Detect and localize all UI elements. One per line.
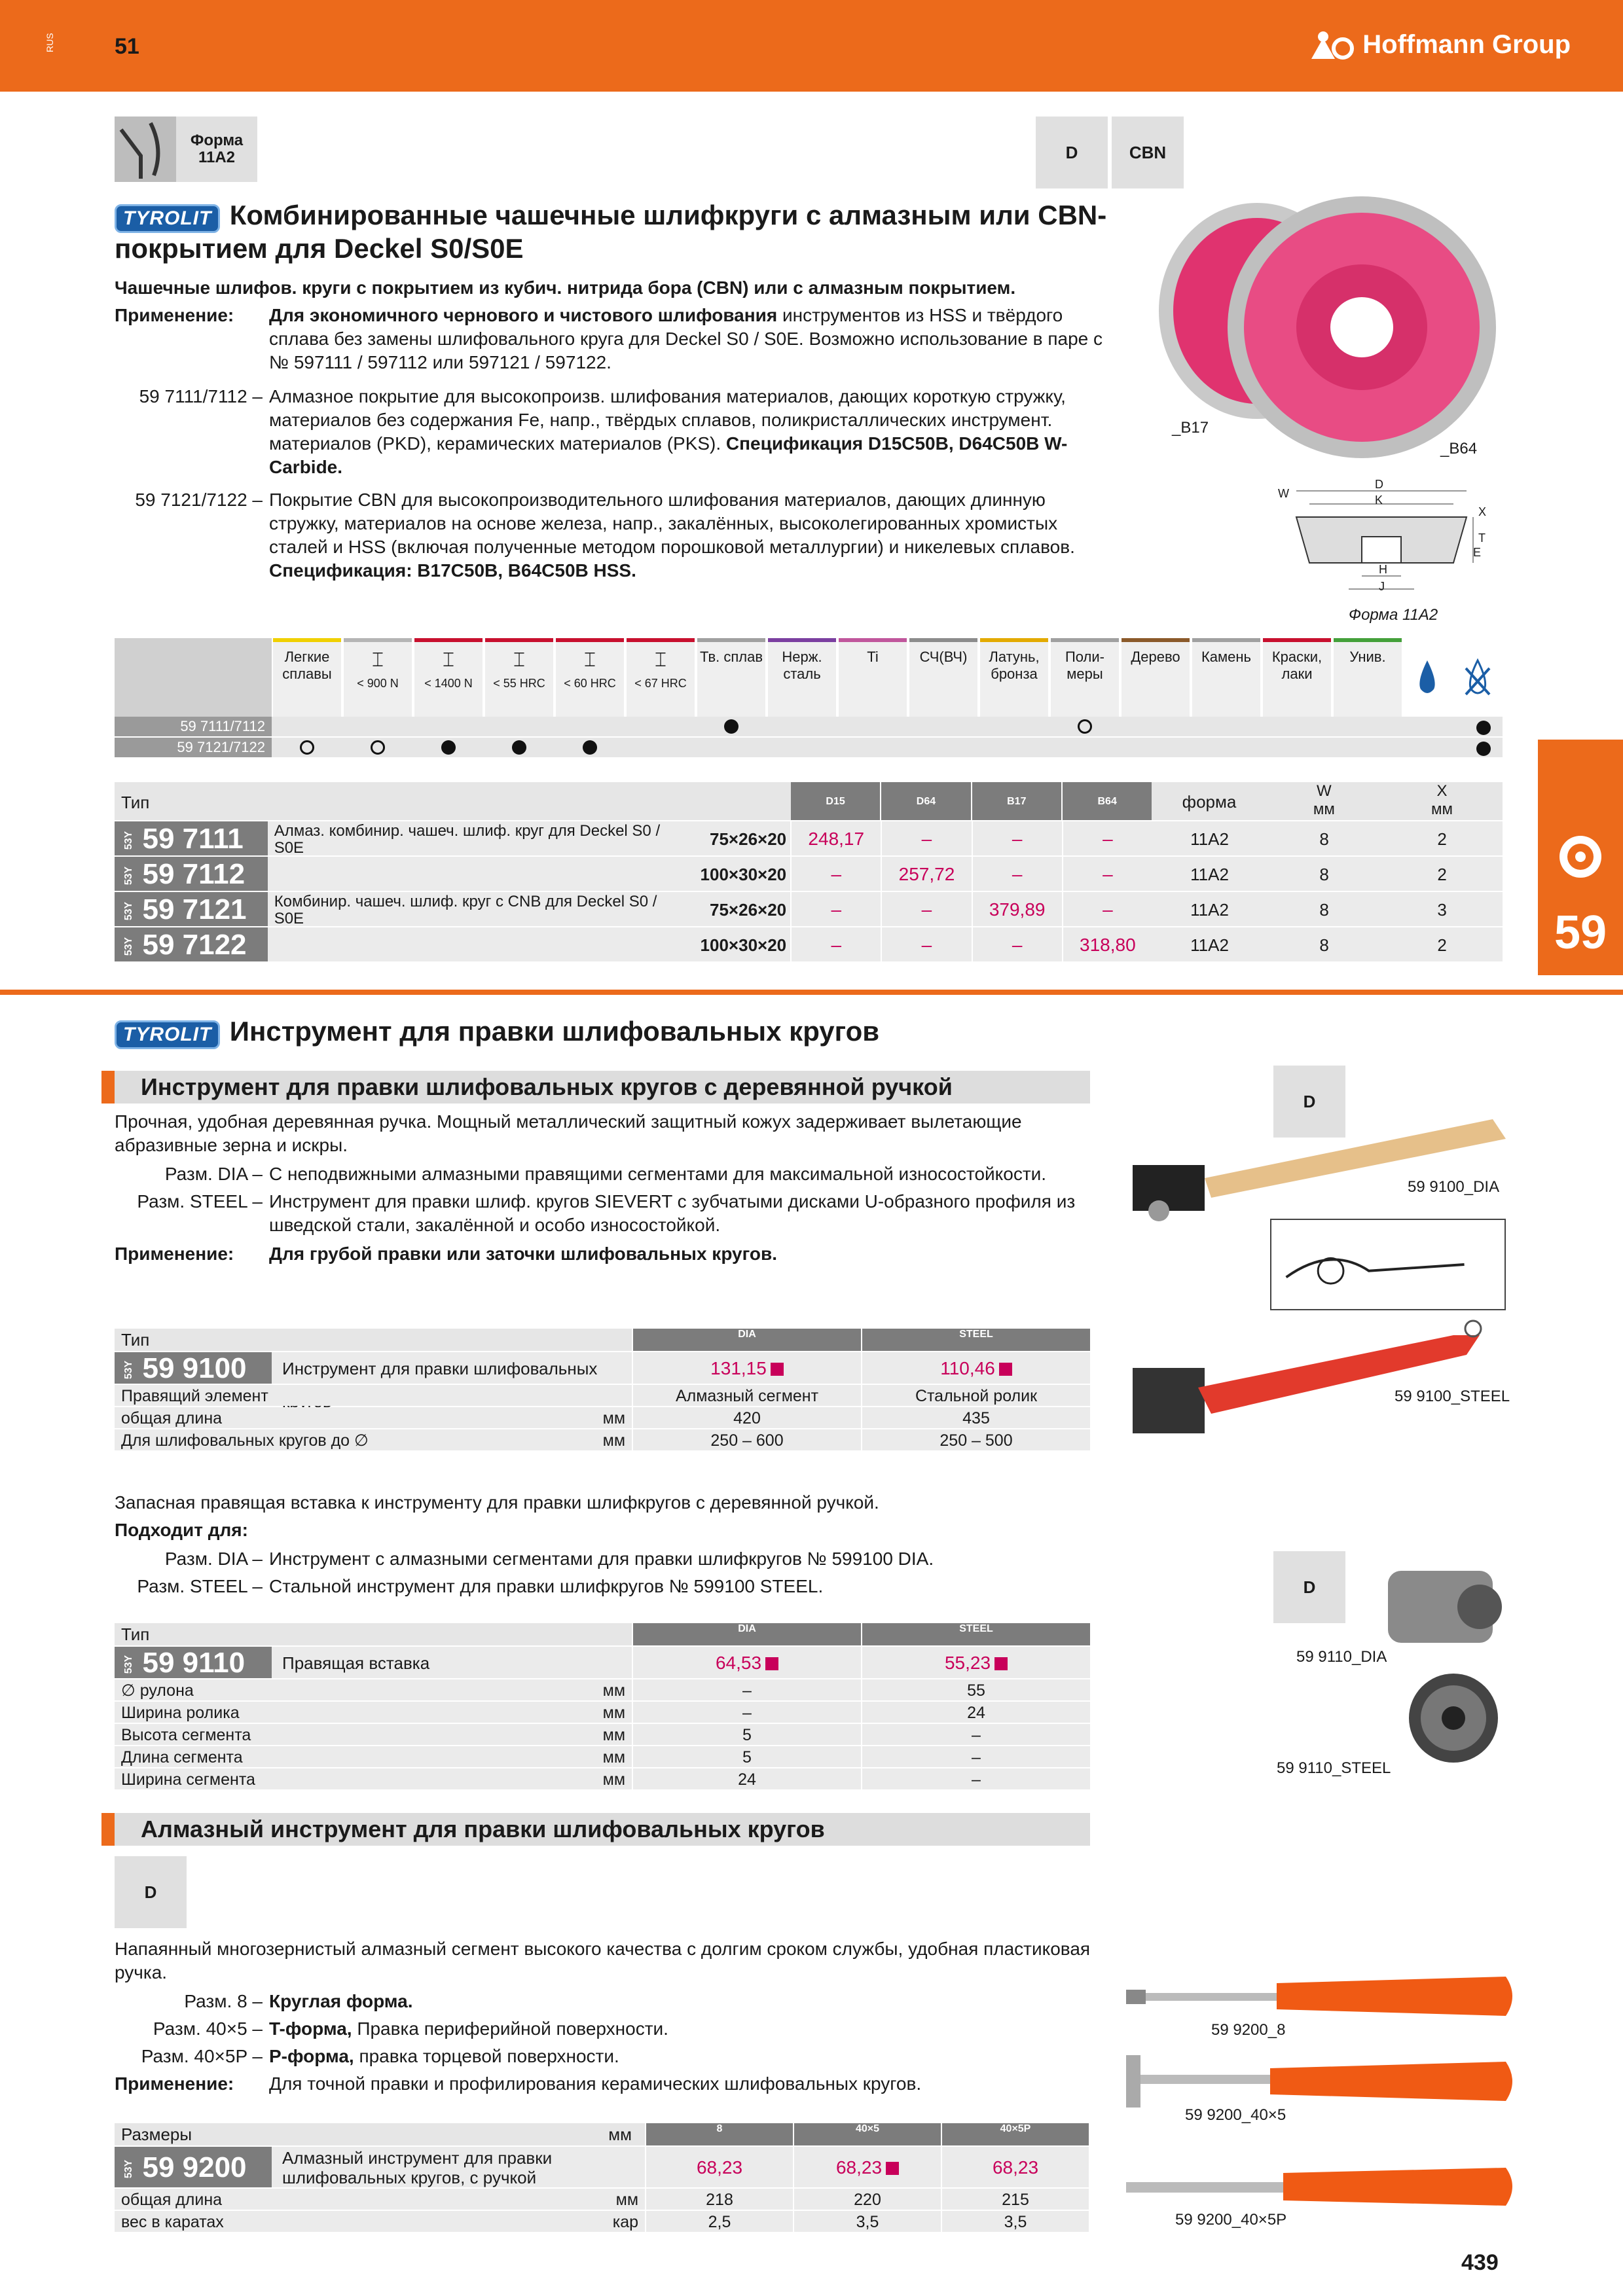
material-name: Тв. сплав — [699, 649, 763, 665]
dimensions: 100×30×20 — [688, 857, 790, 891]
i-beam-icon: ⌶ — [584, 649, 596, 671]
price-599100-steel: 110,46 — [862, 1352, 1090, 1384]
material-matrix — [115, 638, 1503, 759]
spec-row — [115, 1702, 1090, 1724]
dresser-dia-image — [1126, 1106, 1519, 1224]
spec-label: Для шлифовальных кругов до ∅ мм — [115, 1429, 632, 1450]
w-value: 8 — [1267, 892, 1381, 926]
spec-value-dia: 250 – 600 — [633, 1429, 861, 1450]
product-title: Комбинированные чашечные шлифкруги с алмазным или CBN-покрытием для Deckel S0/S0E — [115, 200, 1107, 264]
spec-value-dia: – — [633, 1679, 861, 1700]
fits-dia: Разм. DIA – Инструмент с алмазными сегментами для правки шлифкругов № 599100 DIA. — [164, 1549, 934, 1569]
price-599200-40x5p: 68,23 — [942, 2147, 1089, 2187]
article-number: 53Y 59 7121 — [115, 892, 268, 926]
w-value: 8 — [1267, 927, 1381, 961]
badge-d-2: D — [1273, 1551, 1345, 1623]
i-beam-icon: ⌶ — [655, 649, 666, 671]
variant-cbn — [115, 488, 1110, 583]
spec-row — [115, 1768, 1090, 1791]
application-2: Применение: Для грубой правки или заточки шлифовальных кругов. — [115, 1244, 778, 1264]
spec-value-dia: Алмазный сегмент — [633, 1385, 861, 1406]
material-name: Легкие сплавы — [282, 649, 332, 682]
matrix-mark — [300, 740, 314, 758]
spec-label: общая длина мм — [115, 1407, 632, 1428]
col-type: Тип — [115, 782, 791, 820]
spec-label: Ширина ролика мм — [115, 1702, 632, 1723]
dim-t: T — [1478, 531, 1486, 545]
image-label-b17: _B17 — [1172, 419, 1209, 437]
t2-desc: Правящая вставка — [272, 1647, 632, 1678]
t1-col-type: Тип — [115, 1329, 632, 1351]
material-name: Дерево — [1131, 649, 1180, 665]
fits-label: Подходит для: — [115, 1520, 248, 1540]
price-d64: – — [882, 821, 971, 855]
matrix-row-label-2: 59 7121/7122 — [115, 738, 272, 757]
article-599100: 53Y 59 9100 — [115, 1352, 272, 1384]
chapter-tab[interactable] — [1538, 740, 1623, 975]
catalog-page-number: 51 — [115, 34, 139, 59]
x-value: 3 — [1381, 892, 1503, 926]
spec-row — [115, 1385, 1090, 1407]
material-col-6 — [697, 638, 765, 717]
t1-col-dia: DIA — [633, 1329, 861, 1351]
price-b64: 318,80 — [1063, 927, 1152, 961]
technical-drawing — [1270, 478, 1493, 628]
spec-value-dia: 5 — [633, 1724, 861, 1745]
spec-label: Длина сегмента мм — [115, 1746, 632, 1767]
wooden-description: Прочная, удобная деревянная ручка. Мощный металлический защитный кожух задерживает вылетающие абразивные зерна и искры. — [115, 1111, 1022, 1155]
variant-diamond-label: 59 7111/7112 – — [139, 386, 263, 406]
spec-row — [115, 1724, 1090, 1746]
dimensions: 75×26×20 — [688, 821, 790, 855]
spec-value-steel: – — [862, 1768, 1090, 1789]
application-label: Применение: — [115, 305, 234, 325]
material-col-10 — [980, 638, 1048, 717]
spec-row — [115, 1746, 1090, 1768]
material-col-7 — [768, 638, 836, 717]
t1-product-row[interactable] — [115, 1352, 1090, 1385]
application-text: Для экономичного чернового и чистового шлифования инструментов из HSS и твёрдого сплава без замены шлифовального круга для Deckel S0 / S0E. Возможно использование в паре с № 597111 / 597112 или 597121 / 597122. — [269, 305, 1103, 372]
badge-d-3: D — [115, 1856, 187, 1928]
spec-label: Ширина сегмента мм — [115, 1768, 632, 1789]
product-desc — [268, 927, 689, 961]
variant-cbn-label: 59 7121/7122 – — [135, 490, 263, 510]
price-d15: – — [792, 857, 881, 891]
variant-cbn-text: Покрытие CBN для высокопроизводительного шлифования материалов, дающих длинную стружку, материалов на основе железа, напр., закалённых, высоколегированных хромистых сталей и HSS (включая полученные методом порошковой металлургии) и никелевых сплавов. Спецификация: B17C50B, B64C50B HSS. — [269, 490, 1075, 581]
material-col-12 — [1122, 638, 1190, 717]
dimensions: 100×30×20 — [688, 927, 790, 961]
form-value: 11A2 — [1152, 927, 1267, 961]
spec-label: Высота сегмента мм — [115, 1724, 632, 1745]
spec-value-c3: 215 — [942, 2189, 1089, 2210]
spare-insert-text: Запасная правящая вставка к инструменту для правки шлифкругов с деревянной ручкой. — [115, 1492, 879, 1513]
insert-steel-image — [1395, 1669, 1512, 1767]
matrix-mark — [1078, 719, 1092, 737]
size-steel: Разм. STEEL – Инструмент для правки шлиф. кругов SIEVERT с зубчатыми дисками U-образного профиля из шведской стали, закалённой и особо износостойкой. — [137, 1191, 1076, 1235]
price-b64: – — [1063, 857, 1152, 891]
coolant-mark-2 — [1476, 742, 1491, 759]
hoffmann-logo-icon — [1309, 29, 1355, 60]
language-tag: RUS — [45, 33, 55, 52]
matrix-corner — [115, 638, 272, 717]
col-d15: D15 — [791, 782, 880, 820]
image-label-9100-dia: 59 9100_DIA — [1408, 1178, 1500, 1196]
price-b17: – — [973, 927, 1062, 961]
price-599200-8: 68,23 — [646, 2147, 793, 2187]
brand-logo — [1309, 29, 1571, 60]
dimensions: 75×26×20 — [688, 892, 790, 926]
material-name: СЧ(ВЧ) — [919, 649, 968, 665]
col-d64: D64 — [881, 782, 970, 820]
spec-value-dia: 5 — [633, 1746, 861, 1767]
coolant-icon — [1414, 658, 1440, 700]
x-value: 2 — [1381, 927, 1503, 961]
price-b17: 379,89 — [973, 892, 1062, 926]
material-col-13 — [1192, 638, 1260, 717]
material-col-0 — [273, 638, 341, 717]
t3-desc: Алмазный инструмент для правки шлифовальных кругов, с ручкой — [272, 2147, 645, 2187]
material-col-2 — [414, 638, 483, 717]
diamond-description: Напаянный многозернистый алмазный сегмент высокого качества с долгим сроком службы, удобная пластиковая ручка. — [115, 1939, 1091, 1982]
usage-illustration — [1270, 1219, 1506, 1310]
t2-col-dia: DIA — [633, 1623, 861, 1645]
form-icon-box — [115, 117, 257, 182]
footer-page-number: 439 — [1461, 2250, 1499, 2275]
price-d64: – — [882, 892, 971, 926]
spec-label: Правящий элемент — [115, 1385, 632, 1406]
tool-40x5p-image — [1113, 2153, 1519, 2219]
dim-w: W — [1278, 487, 1289, 500]
fits-steel: Разм. STEEL – Стальной инструмент для правки шлифкругов № 599100 STEEL. — [137, 1576, 824, 1596]
product-row[interactable] — [115, 821, 1503, 857]
material-col-14 — [1263, 638, 1331, 717]
tool-40x5-image — [1113, 2042, 1519, 2114]
material-col-5 — [627, 638, 695, 717]
matrix-row-1 — [115, 717, 1503, 736]
col-b17: B17 — [972, 782, 1061, 820]
material-col-8 — [839, 638, 907, 717]
spec-row — [115, 2211, 1090, 2233]
matrix-mark — [583, 740, 597, 758]
size-8: Разм. 8 – Круглая форма. — [184, 1991, 413, 2011]
col-form: форма — [1152, 782, 1266, 820]
material-sub: < 55 HRC — [493, 677, 545, 690]
image-label-9200-40x5p: 59 9200_40×5P — [1175, 2211, 1287, 2229]
material-name: Нерж. сталь — [782, 649, 822, 682]
spec-value-c3: 3,5 — [942, 2211, 1089, 2232]
product-desc — [268, 857, 689, 891]
material-name: Поли-меры — [1065, 649, 1105, 682]
dry-icon — [1463, 658, 1492, 700]
spec-value-dia: 24 — [633, 1768, 861, 1789]
spec-value-steel: 24 — [862, 1702, 1090, 1723]
section-divider — [0, 990, 1623, 995]
price-d64: – — [882, 927, 971, 961]
page-header — [0, 0, 1623, 92]
material-col-1 — [344, 638, 412, 717]
price-d15: 248,17 — [792, 821, 881, 855]
price-b64: – — [1063, 892, 1152, 926]
grinding-wheel-icon — [1558, 834, 1603, 880]
form-11a2-icon — [115, 117, 176, 182]
insert-dia-image — [1375, 1558, 1506, 1649]
form-value: 11A2 — [1152, 857, 1267, 891]
t2-col-steel: STEEL — [862, 1623, 1090, 1645]
material-sub: < 900 N — [357, 677, 399, 690]
spec-row — [115, 1429, 1090, 1452]
material-col-11 — [1051, 638, 1119, 717]
price-599110-dia: 64,53 — [633, 1647, 861, 1678]
tyrolit-logo-2: TYROLIT — [115, 1020, 220, 1049]
spec-value-c2: 220 — [794, 2189, 941, 2210]
badge-d-1: D — [1273, 1066, 1345, 1138]
material-name: Краски, лаки — [1271, 649, 1322, 682]
matrix-row-2 — [115, 738, 1503, 757]
material-name: Латунь, бронза — [989, 649, 1040, 682]
material-sub: < 60 HRC — [564, 677, 616, 690]
form-value: 11A2 — [1152, 821, 1267, 855]
price-599100-dia: 131,15 — [633, 1352, 861, 1384]
coating-badge-d: D — [1036, 117, 1108, 188]
spec-value-steel: 250 – 500 — [862, 1429, 1090, 1450]
dim-d: D — [1375, 478, 1383, 491]
table-599110 — [115, 1623, 1090, 1791]
price-599110-steel: 55,23 — [862, 1647, 1090, 1678]
t3-product-row[interactable] — [115, 2147, 1090, 2189]
material-col-15 — [1334, 638, 1402, 717]
col-b64: B64 — [1063, 782, 1152, 820]
size-40x5: Разм. 40×5 – T-форма, Правка периферийной поверхности. — [153, 2018, 668, 2039]
x-value: 2 — [1381, 821, 1503, 855]
i-beam-icon: ⌶ — [372, 649, 384, 671]
chapter-number: 59 — [1554, 906, 1607, 959]
application-block — [115, 304, 1110, 374]
col-x: X мм — [1381, 782, 1503, 820]
form-label: Форма 11A2 — [176, 117, 257, 182]
col-w: W мм — [1267, 782, 1381, 820]
product-row[interactable] — [115, 892, 1503, 927]
table-599200 — [115, 2123, 1090, 2233]
t2-col-type: Тип — [115, 1623, 632, 1645]
spec-label: ∅ рулона мм — [115, 1679, 632, 1700]
coolant-mark-1 — [1476, 721, 1491, 738]
price-b64: – — [1063, 821, 1152, 855]
t3-col-8: 8 — [646, 2123, 793, 2145]
product-row[interactable] — [115, 857, 1503, 892]
spec-row — [115, 1679, 1090, 1702]
t3-col-40x5: 40×5 — [794, 2123, 941, 2145]
variant-diamond-text: Алмазное покрытие для высокопроизв. шлифования материалов, дающих короткую стружку, материалов без содержания Fe, напр., твёрдых сплавов, поликристаллических инструмент. материалов (PKD), керамических материалов (PKS). Спецификация D15C50B, D64C50B W-Carbide. — [269, 386, 1068, 477]
material-name: Камень — [1201, 649, 1252, 665]
image-label-9200-8: 59 9200_8 — [1211, 2021, 1286, 2039]
spec-row — [115, 2189, 1090, 2211]
image-label-9110-steel: 59 9110_STEEL — [1277, 1759, 1391, 1777]
product-row[interactable] — [115, 927, 1503, 963]
spec-label: общая длина мм — [115, 2189, 645, 2210]
product-desc: Алмаз. комбинир. чашеч. шлиф. круг для Deckel S0 / S0E — [268, 821, 689, 855]
material-sub: < 67 HRC — [634, 677, 687, 690]
dim-x: X — [1478, 505, 1487, 518]
dim-j: J — [1379, 580, 1385, 593]
w-value: 8 — [1267, 857, 1381, 891]
spec-value-c1: 218 — [646, 2189, 793, 2210]
variant-diamond — [115, 385, 1110, 479]
dim-e: E — [1473, 546, 1482, 559]
section2-title — [115, 1016, 1162, 1049]
subsection-wooden: Инструмент для правки шлифовальных кругов с деревянной ручкой — [101, 1071, 1090, 1103]
brand-name: Hoffmann Group — [1362, 29, 1571, 59]
matrix-mark — [441, 740, 456, 758]
image-label-9200-40x5: 59 9200_40×5 — [1185, 2106, 1286, 2124]
i-beam-icon: ⌶ — [513, 649, 525, 671]
product-desc: Комбинир. чашеч. шлиф. круг с CNB для Deckel S0 / S0E — [268, 892, 689, 926]
article-599200: 53Y 59 9200 — [115, 2147, 272, 2187]
t1-col-steel: STEEL — [862, 1329, 1090, 1351]
spec-value-c2: 3,5 — [794, 2211, 941, 2232]
size-dia: Разм. DIA – С неподвижными алмазными правящими сегментами для максимальной износостойкости. — [164, 1164, 1047, 1184]
price-d15: – — [792, 927, 881, 961]
table-1-header — [115, 782, 1503, 821]
dim-k: K — [1375, 493, 1383, 507]
spec-value-dia: 420 — [633, 1407, 861, 1428]
subsection-diamond: Алмазный инструмент для правки шлифовальных кругов — [101, 1813, 1090, 1846]
spec-value-dia: – — [633, 1702, 861, 1723]
drawing-caption: Форма 11A2 — [1349, 606, 1438, 624]
t3-col-40x5p: 40×5P — [942, 2123, 1089, 2145]
dim-h: H — [1379, 563, 1387, 576]
image-label-9110-dia: 59 9110_DIA — [1296, 1648, 1387, 1666]
t3-col-size: Размеры мм — [115, 2123, 645, 2145]
spec-value-steel: 435 — [862, 1407, 1090, 1428]
price-599200-40x5: 68,23 — [794, 2147, 941, 2187]
image-label-9100-steel: 59 9100_STEEL — [1395, 1388, 1510, 1405]
article-number: 53Y 59 7122 — [115, 927, 268, 961]
spec-row — [115, 1407, 1090, 1429]
price-b17: – — [973, 857, 1062, 891]
w-value: 8 — [1267, 821, 1381, 855]
price-b17: – — [973, 821, 1062, 855]
price-d15: – — [792, 892, 881, 926]
spec-value-steel: – — [862, 1746, 1090, 1767]
material-name: Унив. — [1349, 649, 1386, 665]
product-table-1 — [115, 782, 1503, 963]
tool-8-image — [1113, 1964, 1519, 2029]
article-number: 53Y 59 7112 — [115, 857, 268, 891]
coating-badge-cbn: CBN — [1112, 117, 1184, 188]
material-name: Ti — [867, 649, 879, 665]
i-beam-icon: ⌶ — [443, 649, 454, 671]
x-value: 2 — [1381, 857, 1503, 891]
matrix-mark — [724, 719, 739, 737]
size-40x5p: Разм. 40×5P – P-форма, правка торцевой поверхности. — [141, 2046, 619, 2066]
article-number: 53Y 59 7111 — [115, 821, 268, 855]
t2-product-row[interactable] — [115, 1647, 1090, 1679]
section1-title — [115, 200, 1136, 264]
image-label-b64: _B64 — [1440, 440, 1478, 457]
spec-value-steel: – — [862, 1724, 1090, 1745]
matrix-mark — [512, 740, 526, 758]
price-d64: 257,72 — [882, 857, 971, 891]
material-col-4 — [556, 638, 624, 717]
tyrolit-logo: TYROLIT — [115, 204, 220, 233]
t1-desc: Инструмент для правки шлифовальных — [272, 1352, 632, 1384]
spec-value-c1: 2,5 — [646, 2211, 793, 2232]
article-599110: 53Y 59 9110 — [115, 1647, 272, 1678]
material-col-9 — [909, 638, 977, 717]
matrix-mark — [371, 740, 385, 758]
material-sub: < 1400 N — [424, 677, 473, 690]
spec-value-steel: 55 — [862, 1679, 1090, 1700]
material-col-3 — [485, 638, 553, 717]
spec-label: вес в каратах кар — [115, 2211, 645, 2232]
section1-subtitle: Чашечные шлифов. круги с покрытием из кубич. нитрида бора (CBN) или с алмазным покрытием. — [115, 278, 1016, 298]
matrix-row-label-1: 59 7111/7112 — [115, 717, 272, 736]
form-value: 11A2 — [1152, 892, 1267, 926]
application-3: Применение: Для точной правки и профилирования керамических шлифовальных кругов. — [115, 2073, 922, 2094]
table-599100 — [115, 1329, 1090, 1452]
section2-heading: Инструмент для правки шлифовальных кругов — [229, 1016, 880, 1047]
spec-value-steel: Стальной ролик — [862, 1385, 1090, 1406]
